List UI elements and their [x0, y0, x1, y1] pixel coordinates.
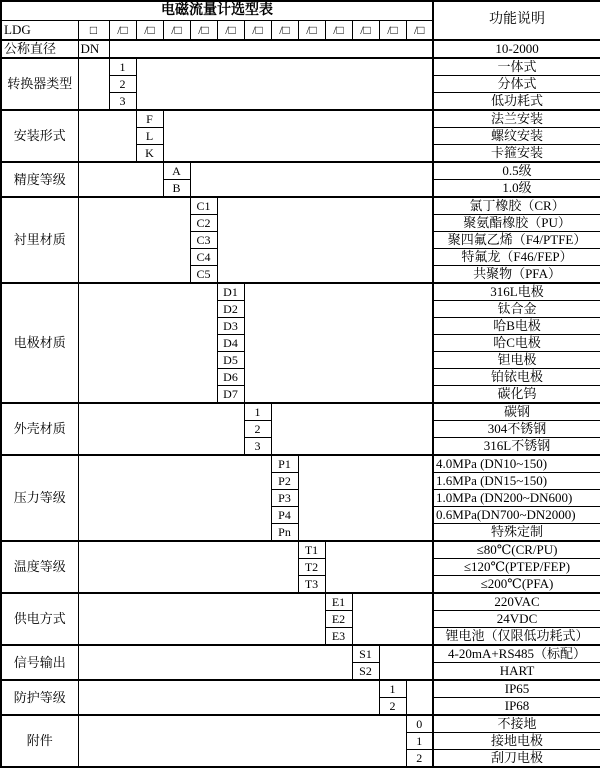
code-cell: K: [136, 145, 163, 163]
code-cell: D6: [217, 369, 244, 386]
function-cell: 4-20mA+RS485（标配）: [433, 645, 600, 663]
function-cell: 锂电池（仅限低功耗式）: [433, 628, 600, 646]
function-cell: 聚四氟乙烯（F4/PTFE）: [433, 232, 600, 249]
empty-cell: [271, 403, 433, 455]
empty-cell: [298, 455, 433, 541]
code-cell: B: [163, 180, 190, 198]
function-cell: IP65: [433, 680, 600, 698]
model-prefix: LDG: [1, 21, 78, 41]
function-cell: HART: [433, 663, 600, 681]
selection-slash-box: /□: [244, 21, 271, 41]
empty-cell: [78, 455, 271, 541]
code-cell: L: [136, 128, 163, 145]
category-label: 转换器类型: [1, 58, 78, 110]
empty-cell: [78, 283, 217, 403]
function-cell: 低功耗式: [433, 93, 600, 111]
function-cell: 特氟龙（F46/FEP）: [433, 249, 600, 266]
code-cell: P1: [271, 455, 298, 473]
code-cell: P3: [271, 490, 298, 507]
code-cell: C4: [190, 249, 217, 266]
selection-slash-box: /□: [163, 21, 190, 41]
code-cell: D2: [217, 301, 244, 318]
function-cell: 316L不锈钢: [433, 438, 600, 456]
function-cell: 316L电极: [433, 283, 600, 301]
function-cell: 24VDC: [433, 611, 600, 628]
selection-slash-box: /□: [271, 21, 298, 41]
function-cell: 法兰安装: [433, 110, 600, 128]
empty-cell: [379, 645, 433, 680]
selection-slash-box: /□: [379, 21, 406, 41]
function-cell: 220VAC: [433, 593, 600, 611]
function-cell: 4.0MPa (DN10~150): [433, 455, 600, 473]
function-cell: ≤120℃(PTEP/FEP): [433, 559, 600, 576]
function-cell: 10-2000: [433, 40, 600, 58]
function-cell: 铂铱电极: [433, 369, 600, 386]
function-cell: 1.0MPa (DN200~DN600): [433, 490, 600, 507]
selection-slash-box: /□: [406, 21, 433, 41]
selection-slash-box: /□: [352, 21, 379, 41]
function-cell: 氯丁橡胶（CR）: [433, 197, 600, 215]
table-title: 电磁流量计选型表: [1, 1, 433, 21]
function-cell: 钽电极: [433, 352, 600, 369]
empty-cell: [78, 541, 298, 593]
code-cell: E2: [325, 611, 352, 628]
function-cell: 0.6MPa(DN700~DN2000): [433, 507, 600, 524]
code-cell: 1: [379, 680, 406, 698]
empty-cell: [109, 40, 433, 58]
code-cell: T2: [298, 559, 325, 576]
selection-box: □: [78, 21, 109, 41]
empty-cell: [78, 162, 163, 197]
function-cell: 一体式: [433, 58, 600, 76]
function-column-header: 功能说明: [433, 1, 600, 40]
empty-cell: [78, 680, 379, 715]
empty-cell: [325, 541, 433, 593]
code-cell: F: [136, 110, 163, 128]
code-cell: P4: [271, 507, 298, 524]
empty-cell: [163, 110, 433, 162]
empty-cell: [136, 58, 433, 110]
empty-cell: [406, 680, 433, 715]
selection-slash-box: /□: [190, 21, 217, 41]
code-cell: 2: [244, 421, 271, 438]
function-cell: 聚氨酯橡胶（PU）: [433, 215, 600, 232]
empty-cell: [352, 593, 433, 645]
category-label: 供电方式: [1, 593, 78, 645]
empty-cell: [78, 197, 190, 283]
code-cell: C5: [190, 266, 217, 284]
code-cell: D4: [217, 335, 244, 352]
category-label: 电极材质: [1, 283, 78, 403]
category-label: 衬里材质: [1, 197, 78, 283]
code-cell: D5: [217, 352, 244, 369]
function-cell: IP68: [433, 698, 600, 716]
selection-slash-box: /□: [217, 21, 244, 41]
empty-cell: [78, 403, 244, 455]
function-cell: 哈C电极: [433, 335, 600, 352]
code-cell: 1: [244, 403, 271, 421]
function-cell: 哈B电极: [433, 318, 600, 335]
code-cell: T3: [298, 576, 325, 594]
selection-slash-box: /□: [136, 21, 163, 41]
code-cell: C1: [190, 197, 217, 215]
selection-slash-box: /□: [325, 21, 352, 41]
code-cell: 2: [379, 698, 406, 716]
code-cell: C2: [190, 215, 217, 232]
function-cell: 钛合金: [433, 301, 600, 318]
code-cell: 0: [406, 715, 433, 733]
empty-cell: [217, 197, 433, 283]
function-cell: 刮刀电极: [433, 750, 600, 768]
function-cell: 碳化钨: [433, 386, 600, 404]
code-cell: Pn: [271, 524, 298, 542]
function-cell: 接地电极: [433, 733, 600, 750]
code-cell: 3: [109, 93, 136, 111]
code-cell: 3: [244, 438, 271, 456]
code-cell: E3: [325, 628, 352, 646]
empty-cell: [244, 283, 433, 403]
function-cell: 不接地: [433, 715, 600, 733]
selection-slash-box: /□: [298, 21, 325, 41]
function-cell: 分体式: [433, 76, 600, 93]
category-label: 压力等级: [1, 455, 78, 541]
code-cell: A: [163, 162, 190, 180]
code-cell: P2: [271, 473, 298, 490]
code-cell: 2: [109, 76, 136, 93]
code-cell: 1: [109, 58, 136, 76]
empty-cell: [78, 715, 406, 767]
code-cell: E1: [325, 593, 352, 611]
function-cell: 共聚物（PFA）: [433, 266, 600, 284]
empty-cell: [78, 593, 325, 645]
function-cell: 碳钢: [433, 403, 600, 421]
function-cell: 0.5级: [433, 162, 600, 180]
diameter-code: DN: [78, 40, 109, 58]
code-cell: T1: [298, 541, 325, 559]
selection-slash-box: /□: [109, 21, 136, 41]
code-cell: 2: [406, 750, 433, 768]
function-cell: 卡箍安装: [433, 145, 600, 163]
empty-cell: [78, 645, 352, 680]
empty-cell: [78, 58, 109, 110]
empty-cell: [190, 162, 433, 197]
function-cell: 特殊定制: [433, 524, 600, 542]
code-cell: S1: [352, 645, 379, 663]
category-label: 精度等级: [1, 162, 78, 197]
category-label: 外壳材质: [1, 403, 78, 455]
code-cell: 1: [406, 733, 433, 750]
empty-cell: [78, 110, 136, 162]
code-cell: D7: [217, 386, 244, 404]
code-cell: C3: [190, 232, 217, 249]
function-cell: 1.6MPa (DN15~150): [433, 473, 600, 490]
category-label: 温度等级: [1, 541, 78, 593]
code-cell: S2: [352, 663, 379, 681]
code-cell: D1: [217, 283, 244, 301]
function-cell: ≤200℃(PFA): [433, 576, 600, 594]
function-cell: 304不锈钢: [433, 421, 600, 438]
function-cell: 1.0级: [433, 180, 600, 198]
function-cell: 螺纹安装: [433, 128, 600, 145]
category-label: 安装形式: [1, 110, 78, 162]
category-label: 附件: [1, 715, 78, 767]
category-label: 信号输出: [1, 645, 78, 680]
code-cell: D3: [217, 318, 244, 335]
category-label: 公称直径: [1, 40, 78, 58]
function-cell: ≤80℃(CR/PU): [433, 541, 600, 559]
category-label: 防护等级: [1, 680, 78, 715]
